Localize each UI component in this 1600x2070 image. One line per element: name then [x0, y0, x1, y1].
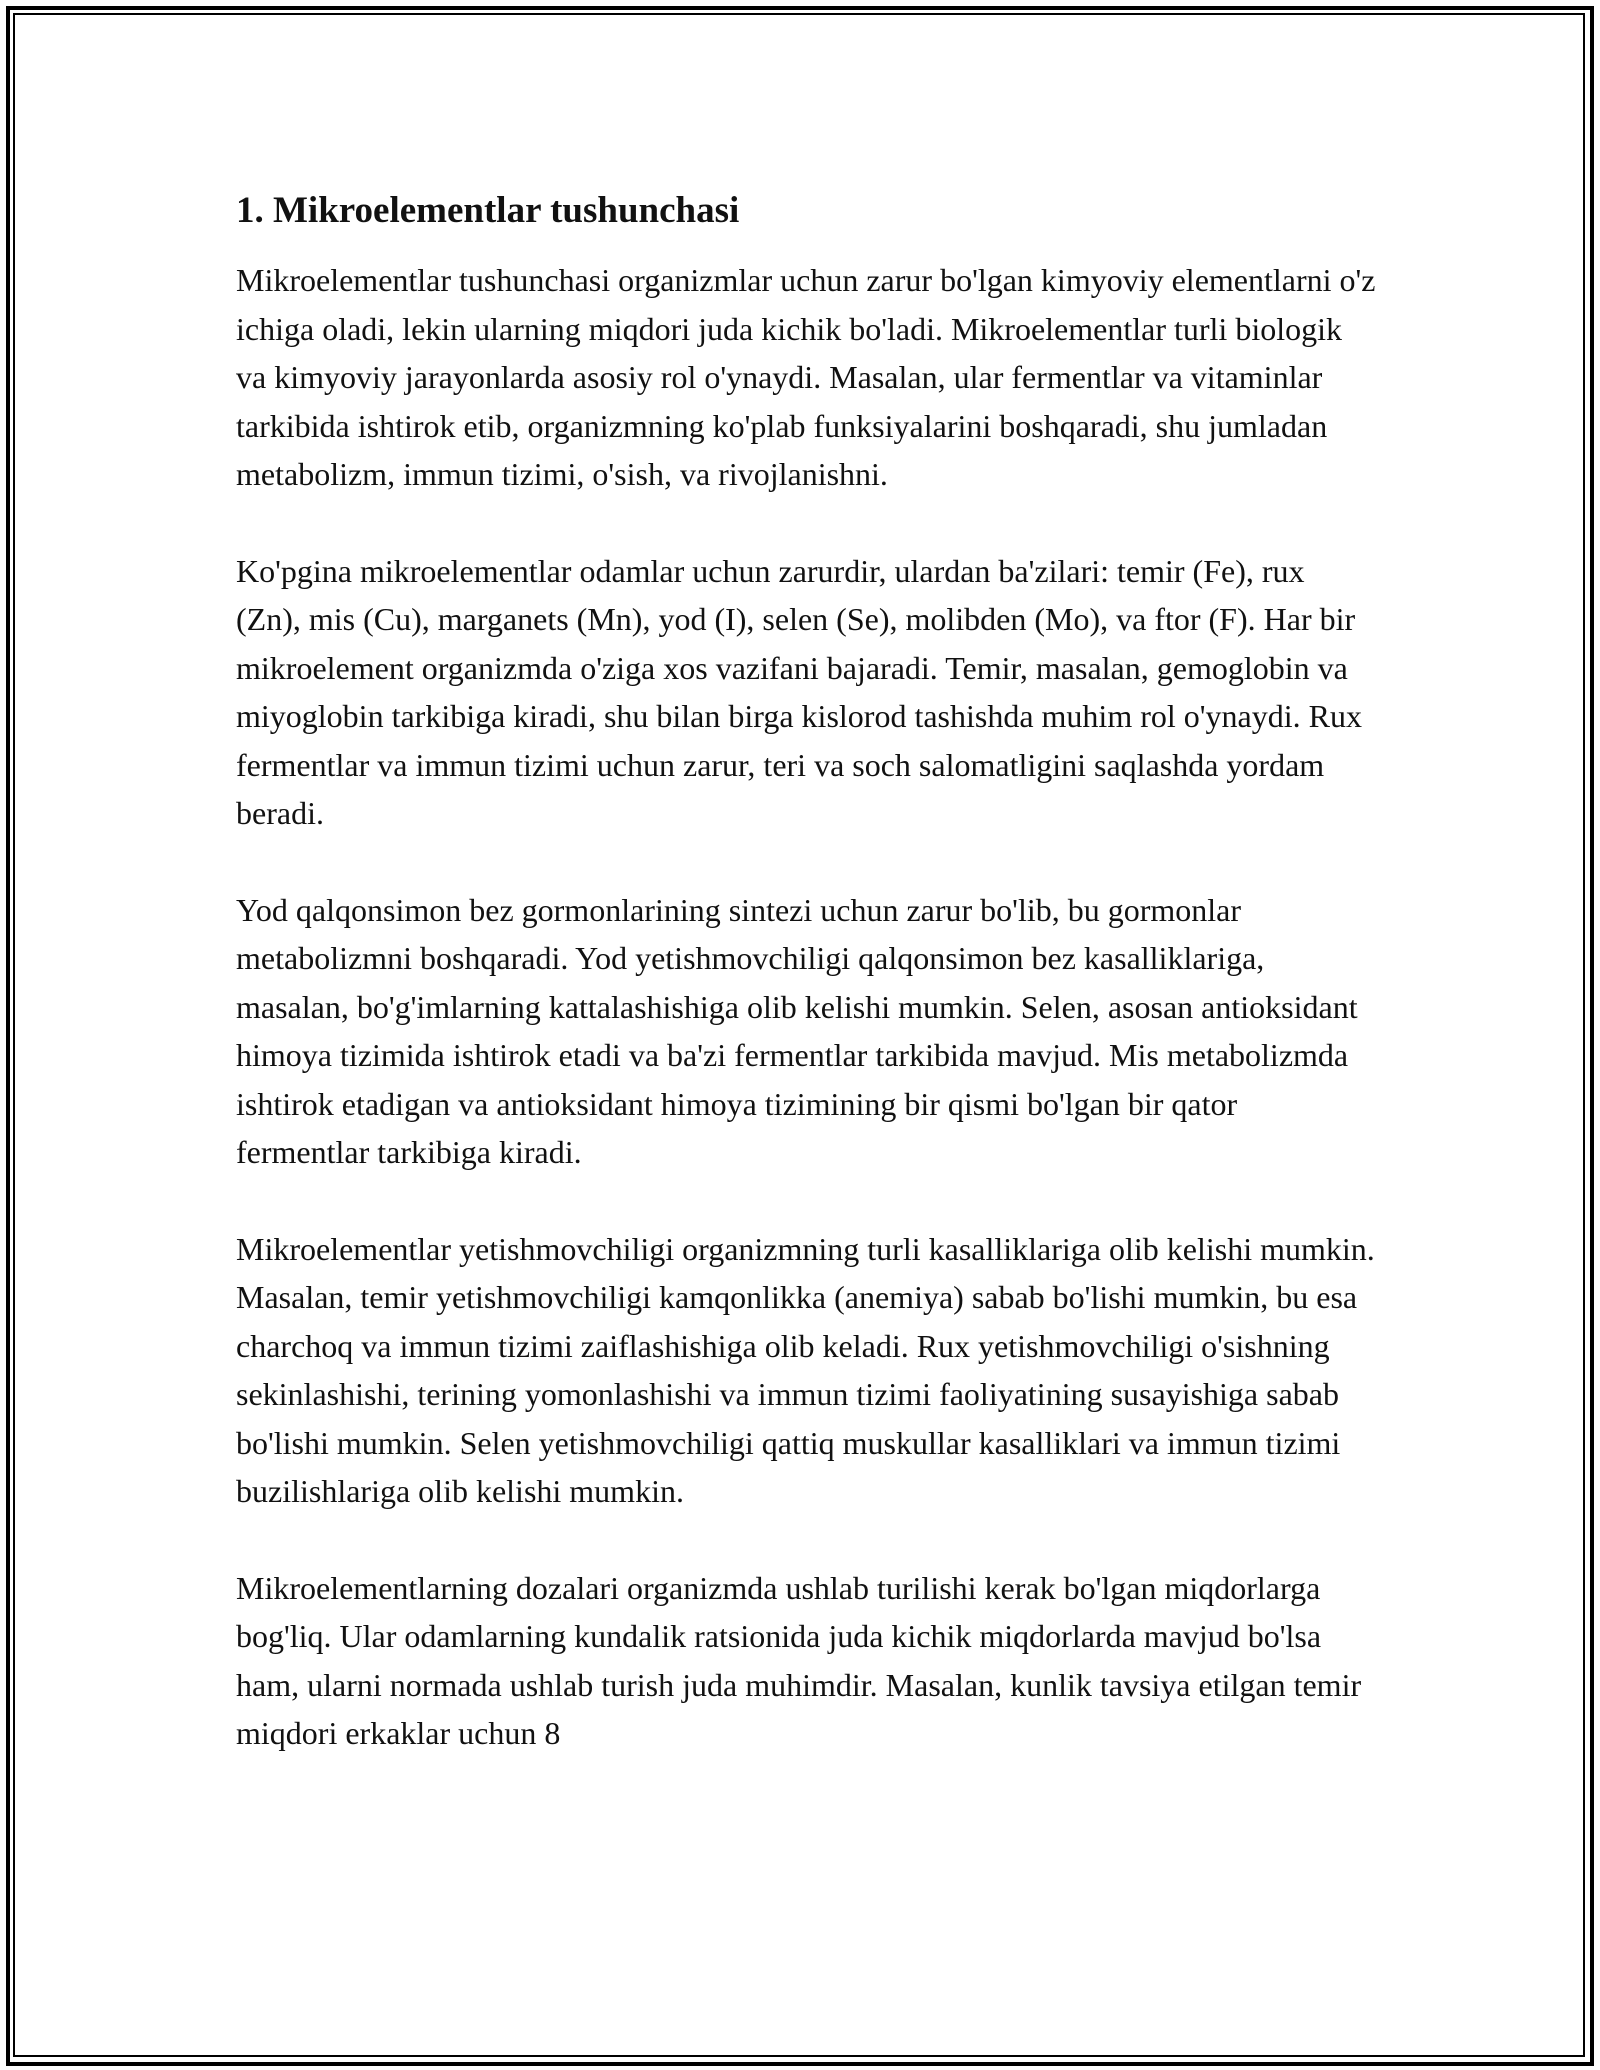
paragraph-1: Mikroelementlar tushunchasi organizmlar uchun zarur bo'lgan kimyoviy elementlarni o'z ichiga oladi, lekin ularning miqdori juda kichik bo'ladi. Mikroelementlar turli biologik va kimyoviy jarayonlarda asosiy rol o'ynaydi. Masalan, ular fermentlar va vitaminlar tarkibida ishtirok etib, organizmning ko'plab funksiyalarini boshqaradi, shu jumladan metabolizm, immun tizimi, o'sish, va rivojlanishni. — [236, 262, 1376, 492]
paragraph-4: Mikroelementlar yetishmovchiligi organizmning turli kasalliklariga olib kelishi mumkin. Masalan, temir yetishmovchiligi kamqonlikka (anemiya) sabab bo'lishi mumkin, bu esa charchoq va immun tizimi zaiflashishiga olib keladi. Rux yetishmovchiligi o'sishning sekinlashishi, terining yomonlashishi va immun tizimi faoliyatining susayishiga sabab bo'lishi mumkin. Selen yetishmovchiligi qattiq muskullar kasalliklari va immun tizimi buzilishlariga olib kelishi mumkin. — [236, 1230, 1375, 1509]
section-heading: 1. Mikroelementlar tushunchasi — [236, 190, 740, 231]
paragraph-5: Mikroelementlarning dozalari organizmda ushlab turilishi kerak bo'lgan miqdorlarga bog'liq. Ular odamlarning kundalik ratsionida juda kichik miqdorlarda mavjud bo'lsa ham, ularni normada ushlab turish juda muhimdir. Masalan, kunlik tavsiya etilgan temir miqdori erkaklar uchun 8 — [236, 1569, 1362, 1751]
paragraph-3: Yod qalqonsimon bez gormonlarining sintezi uchun zarur bo'lib, bu gormonlar metabolizmni boshqaradi. Yod yetishmovchiligi qalqonsimon bez kasalliklariga, masalan, bo'g'imlarning kattalashishiga olib kelishi mumkin. Selen, asosan antioksidant himoya tizimida ishtirok etadi va ba'zi fermentlar tarkibida mavjud. Mis metabolizmda ishtirok etadigan va antioksidant himoya tizimining bir qismi bo'lgan bir qator fermentlar tarkibiga kiradi. — [236, 891, 1358, 1170]
document-body — [236, 186, 1376, 1806]
paragraph-2: Ko'pgina mikroelementlar odamlar uchun zarurdir, ulardan ba'zilari: temir (Fe), rux (Zn), mis (Cu), marganets (Mn), yod (I), selen (Se), molibden (Mo), va ftor (F). Har bir mikroelement organizmda o'ziga xos vazifani bajaradi. Temir, masalan, gemoglobin va miyoglobin tarkibiga kiradi, shu bilan birga kislorod tashishda muhim rol o'ynaydi. Rux fermentlar va immun tizimi uchun zarur, teri va soch salomatligini saqlashda yordam beradi. — [236, 552, 1362, 831]
